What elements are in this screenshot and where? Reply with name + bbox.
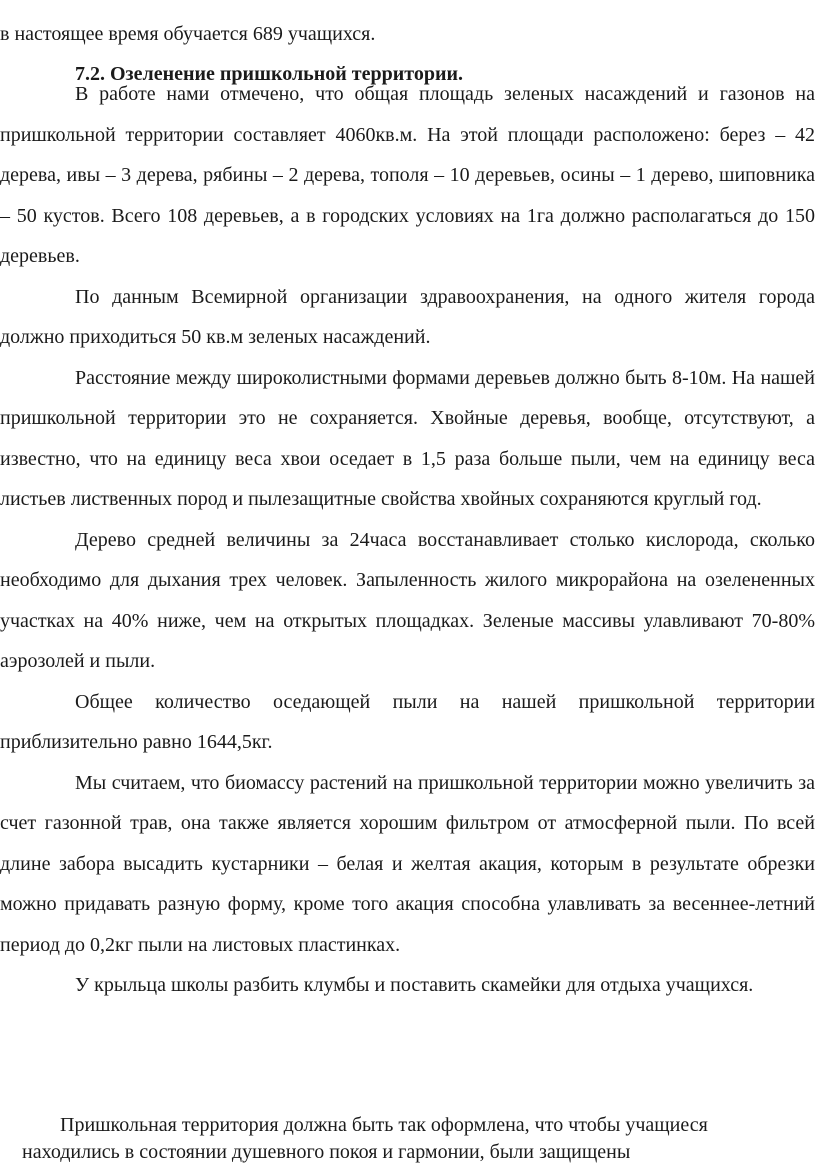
continuation-line: в настоящее время обучается 689 учащихся.	[0, 23, 376, 45]
closing-line: Пришкольная территория должна быть так оформлена, что чтобы учащиеся	[60, 1114, 708, 1136]
paragraph-oxygen: Дерево средней величины за 24часа восстанавливает столько кислорода, сколько необходимо для дыхания трех человек. Запыленность жилого микрорайона на озелененных участках на 40% ниже, чем на открытых площадках. Зеленые массивы улавливают 70-80% аэрозолей и пыли.	[0, 528, 815, 672]
paragraph-biomass: Мы считаем, что биомассу растений на пришкольной территории можно увеличить за счет газонной трав, она также является хорошим фильтром от атмосферной пыли. По всей длине забора высадить кустарники – белая и желтая акация, которым в результате обрезки можно придавать разную форму, кроме того акация способна улавливать за весеннее-летний период до 0,2кг пыли на листовых пластинках.	[0, 771, 815, 956]
section-heading: 7.2. Озеленение пришкольной территории.	[75, 63, 463, 85]
paragraph-flowerbeds: У крыльца школы разбить клумбы и поставить скамейки для отдыха учащихся.	[75, 974, 754, 996]
closing-line: находились в состоянии душевного покоя и гармонии, были защищены	[22, 1141, 631, 1163]
paragraph-dust-total: Общее количество оседающей пыли на нашей пришкольной территории приблизительно равно 1644,5кг.	[0, 690, 815, 753]
closing-paragraph	[22, 1112, 808, 1166]
body-text	[0, 74, 815, 1006]
paragraph-green-area: В работе нами отмечено, что общая площадь зеленых насаждений и газонов на пришкольной территории составляет 4060кв.м. На этой площади расположено: берез – 42 дерева, ивы – 3 дерева, рябины – 2 дерева, тополя – 10 деревьев, осины – 1 дерево, шиповника – 50 кустов. Всего 108 деревьев, а в городских условиях на 1га должно располагаться до 150 деревьев.	[0, 83, 815, 267]
paragraph-tree-spacing: Расстояние между широколистными формами деревьев должно быть 8-10м. На нашей пришкольной территории это не сохраняется. Хвойные деревья, вообще, отсутствуют, а известно, что на единицу веса хвои оседает в 1,5 раза больше пыли, чем на единицу веса листьев лиственных пород и пылезащитные свойства хвойных сохраняются круглый год.	[0, 366, 815, 510]
paragraph-who-norm: По данным Всемирной организации здравоохранения, на одного жителя города должно приходиться 50 кв.м зеленых насаждений.	[0, 285, 815, 348]
